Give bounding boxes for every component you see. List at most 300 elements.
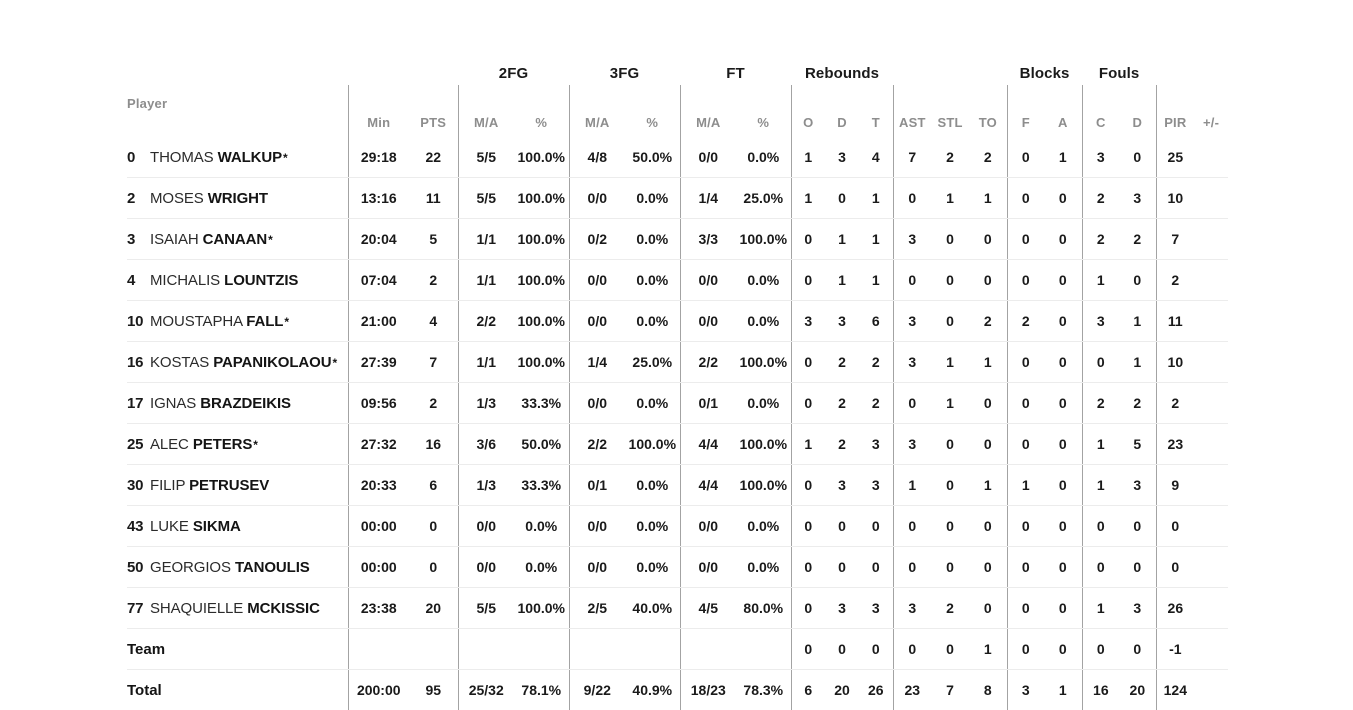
stat-cell-foul-d: 3 [1119, 588, 1156, 629]
stat-cell-pts: 6 [409, 465, 458, 506]
stat-cell-reb-o: 1 [791, 178, 825, 219]
col-header-plusminus: +/- [1194, 85, 1228, 137]
stat-cell-reb-t: 3 [859, 465, 893, 506]
box-score-body [127, 137, 1228, 710]
stat-cell-reb-d: 0 [825, 178, 859, 219]
stat-cell-fg2-pct: 0.0% [514, 506, 569, 547]
stat-cell-ft-ma: 18/23 [680, 670, 736, 710]
stat-cell-pts: 95 [409, 670, 458, 710]
col-header-foul-d: D [1119, 85, 1156, 137]
stat-cell-fg2-pct: 50.0% [514, 424, 569, 465]
stat-cell-foul-c: 2 [1082, 383, 1119, 424]
stat-cell-foul-d: 3 [1119, 465, 1156, 506]
col-header-pir: PIR [1156, 85, 1194, 137]
stat-cell-reb-o: 0 [791, 342, 825, 383]
stat-cell-pts: 22 [409, 137, 458, 178]
player-number: 43 [127, 518, 150, 535]
col-header-ast: AST [893, 85, 931, 137]
player-last-name: FALL [246, 313, 283, 330]
stat-cell-reb-o: 1 [791, 424, 825, 465]
stat-cell-reb-o: 0 [791, 506, 825, 547]
stat-cell-ft-ma: 3/3 [680, 219, 736, 260]
player-last-name: PETERS [193, 436, 252, 453]
stat-cell-pir: 0 [1156, 547, 1194, 588]
stat-cell-fg3-pct: 0.0% [625, 465, 680, 506]
stat-cell-blk-f: 0 [1007, 547, 1044, 588]
stat-cell-blk-f: 0 [1007, 342, 1044, 383]
stat-cell-reb-o: 0 [791, 260, 825, 301]
stat-cell-reb-t: 6 [859, 301, 893, 342]
stat-cell-fg3-pct: 40.9% [625, 670, 680, 710]
stat-cell-fg2-ma: 1/3 [458, 383, 514, 424]
player-number: 50 [127, 559, 150, 576]
stat-cell-fg3-pct: 40.0% [625, 588, 680, 629]
stat-cell-reb-o: 0 [791, 219, 825, 260]
stat-cell-to: 0 [969, 383, 1007, 424]
stat-cell-pir: -1 [1156, 629, 1194, 670]
player-cell [127, 588, 348, 629]
stat-cell-ft-pct: 0.0% [736, 137, 791, 178]
stat-cell-fg2-pct: 100.0% [514, 342, 569, 383]
col-header-2fg-ma: M/A [458, 85, 514, 137]
stat-cell-fg3-ma: 0/2 [569, 219, 625, 260]
player-last-name: PETRUSEV [189, 477, 269, 494]
stat-cell-reb-t: 1 [859, 178, 893, 219]
stat-cell-blk-f: 0 [1007, 506, 1044, 547]
player-last-name: WALKUP [218, 149, 282, 166]
stat-cell-fg2-ma: 0/0 [458, 506, 514, 547]
stat-cell-reb-d: 2 [825, 383, 859, 424]
group-header-ft: FT [680, 55, 791, 85]
stat-cell-ast: 3 [893, 301, 931, 342]
stat-cell-reb-o: 0 [791, 547, 825, 588]
stat-cell-ft-pct: 100.0% [736, 219, 791, 260]
stat-cell-min: 23:38 [348, 588, 409, 629]
stat-cell-ft-ma: 4/5 [680, 588, 736, 629]
stat-cell-fg3-pct: 0.0% [625, 506, 680, 547]
stat-cell-fg2-pct: 100.0% [514, 260, 569, 301]
group-header-2fg: 2FG [458, 55, 569, 85]
stat-cell-ft-pct: 100.0% [736, 424, 791, 465]
stat-cell-plusminus [1194, 629, 1228, 670]
stat-cell-fg2-pct: 100.0% [514, 178, 569, 219]
player-number: 0 [127, 149, 150, 166]
stat-cell-ast: 3 [893, 342, 931, 383]
col-header-blk-f: F [1007, 85, 1044, 137]
stat-cell-stl: 0 [931, 260, 969, 301]
stat-cell-foul-c: 2 [1082, 219, 1119, 260]
stat-cell-ft-ma: 4/4 [680, 465, 736, 506]
player-number: 10 [127, 313, 150, 330]
stat-cell-reb-d: 1 [825, 219, 859, 260]
stat-cell-ft-ma: 4/4 [680, 424, 736, 465]
stat-cell-fg3-ma: 2/5 [569, 588, 625, 629]
group-header-blocks: Blocks [1007, 55, 1082, 85]
stat-cell-pts: 20 [409, 588, 458, 629]
stat-cell-reb-t: 2 [859, 383, 893, 424]
stat-cell-to: 1 [969, 629, 1007, 670]
stat-cell-fg2-ma: 5/5 [458, 588, 514, 629]
stat-cell-min: 29:18 [348, 137, 409, 178]
stat-cell-fg2-pct [514, 629, 569, 670]
stat-cell-pts: 4 [409, 301, 458, 342]
group-spacer [1156, 55, 1228, 85]
stat-cell-fg2-ma: 1/3 [458, 465, 514, 506]
stat-cell-reb-d: 2 [825, 342, 859, 383]
stat-cell-to: 0 [969, 424, 1007, 465]
player-cell [127, 670, 348, 710]
player-first-name: SHAQUIELLE [150, 600, 247, 617]
box-score-table [127, 55, 1228, 710]
stat-cell-fg3-pct: 0.0% [625, 547, 680, 588]
player-cell [127, 137, 348, 178]
stat-cell-to: 2 [969, 301, 1007, 342]
stat-cell-reb-d: 3 [825, 588, 859, 629]
stat-cell-to: 0 [969, 588, 1007, 629]
stat-cell-reb-t: 0 [859, 506, 893, 547]
stat-cell-foul-c: 1 [1082, 260, 1119, 301]
stat-cell-reb-t: 0 [859, 629, 893, 670]
stat-cell-reb-d: 3 [825, 301, 859, 342]
stat-cell-pts: 5 [409, 219, 458, 260]
player-row [127, 506, 1228, 547]
stat-cell-blk-f: 0 [1007, 260, 1044, 301]
stat-cell-fg2-pct: 100.0% [514, 301, 569, 342]
player-last-name: SIKMA [193, 518, 241, 535]
stat-cell-fg3-ma: 0/0 [569, 506, 625, 547]
stat-cell-ast: 7 [893, 137, 931, 178]
stat-cell-to: 2 [969, 137, 1007, 178]
stat-cell-reb-t: 26 [859, 670, 893, 710]
stat-cell-blk-a: 0 [1044, 383, 1082, 424]
stat-cell-pir: 124 [1156, 670, 1194, 710]
stat-cell-foul-c: 1 [1082, 588, 1119, 629]
player-row [127, 137, 1228, 178]
stat-cell-plusminus [1194, 260, 1228, 301]
player-last-name: WRIGHT [208, 190, 268, 207]
stat-cell-ft-ma: 1/4 [680, 178, 736, 219]
total-row [127, 670, 1228, 710]
stat-cell-fg3-pct: 25.0% [625, 342, 680, 383]
group-header-fouls: Fouls [1082, 55, 1156, 85]
stat-cell-fg3-ma: 2/2 [569, 424, 625, 465]
team-row [127, 629, 1228, 670]
stat-cell-stl: 0 [931, 301, 969, 342]
stat-cell-foul-c: 1 [1082, 465, 1119, 506]
stat-cell-foul-d: 2 [1119, 219, 1156, 260]
stat-cell-pir: 0 [1156, 506, 1194, 547]
stat-cell-reb-t: 1 [859, 219, 893, 260]
player-cell [127, 301, 348, 342]
group-spacer [893, 55, 1007, 85]
stat-cell-foul-d: 0 [1119, 506, 1156, 547]
stat-cell-fg3-pct: 50.0% [625, 137, 680, 178]
player-row [127, 219, 1228, 260]
stat-cell-fg3-ma: 1/4 [569, 342, 625, 383]
player-number: 16 [127, 354, 150, 371]
stat-cell-ft-ma: 0/0 [680, 547, 736, 588]
stat-cell-to: 0 [969, 506, 1007, 547]
stat-cell-foul-c: 1 [1082, 424, 1119, 465]
starter-mark: * [283, 151, 288, 165]
stat-cell-blk-f: 0 [1007, 588, 1044, 629]
stat-cell-blk-a: 0 [1044, 465, 1082, 506]
player-cell [127, 342, 348, 383]
stat-cell-foul-c: 2 [1082, 178, 1119, 219]
stat-cell-pir: 7 [1156, 219, 1194, 260]
col-header-blk-a: A [1044, 85, 1082, 137]
player-first-name: MOUSTAPHA [150, 313, 246, 330]
stat-cell-min: 07:04 [348, 260, 409, 301]
player-row [127, 547, 1228, 588]
stat-cell-blk-f: 0 [1007, 383, 1044, 424]
player-row [127, 424, 1228, 465]
stat-cell-pir: 2 [1156, 260, 1194, 301]
stat-cell-fg3-ma: 0/1 [569, 465, 625, 506]
stat-cell-min [348, 629, 409, 670]
stat-cell-fg3-ma: 0/0 [569, 178, 625, 219]
stat-cell-reb-o: 0 [791, 383, 825, 424]
stat-cell-blk-a: 1 [1044, 137, 1082, 178]
stat-cell-plusminus [1194, 506, 1228, 547]
stat-cell-fg2-pct: 33.3% [514, 383, 569, 424]
player-first-name: MICHALIS [150, 272, 224, 289]
stat-cell-fg3-pct: 0.0% [625, 260, 680, 301]
stat-cell-blk-f: 0 [1007, 178, 1044, 219]
starter-mark: * [284, 315, 289, 329]
stat-cell-blk-f: 0 [1007, 137, 1044, 178]
stat-cell-ft-pct: 100.0% [736, 342, 791, 383]
stat-cell-blk-f: 0 [1007, 219, 1044, 260]
stat-cell-blk-f: 1 [1007, 465, 1044, 506]
stat-cell-stl: 0 [931, 465, 969, 506]
stat-cell-ft-pct: 25.0% [736, 178, 791, 219]
stat-cell-ft-pct: 78.3% [736, 670, 791, 710]
starter-mark: * [332, 356, 337, 370]
stat-cell-fg2-pct: 78.1% [514, 670, 569, 710]
stat-cell-plusminus [1194, 301, 1228, 342]
player-number: 17 [127, 395, 150, 412]
stat-cell-ft-pct [736, 629, 791, 670]
stat-cell-pts: 2 [409, 260, 458, 301]
stat-cell-ft-ma: 0/1 [680, 383, 736, 424]
stat-cell-pir: 11 [1156, 301, 1194, 342]
stat-cell-stl: 2 [931, 137, 969, 178]
col-header-ft-ma: M/A [680, 85, 736, 137]
stat-cell-foul-d: 1 [1119, 301, 1156, 342]
stat-cell-fg2-pct: 100.0% [514, 219, 569, 260]
stat-cell-ft-pct: 0.0% [736, 547, 791, 588]
player-row [127, 260, 1228, 301]
col-header-min: Min [348, 85, 409, 137]
stat-cell-fg2-pct: 33.3% [514, 465, 569, 506]
player-number: 25 [127, 436, 150, 453]
stat-cell-fg3-ma: 0/0 [569, 260, 625, 301]
stat-cell-fg2-pct: 100.0% [514, 588, 569, 629]
column-header-row [127, 85, 1228, 137]
stat-cell-foul-c: 16 [1082, 670, 1119, 710]
stat-cell-ft-pct: 80.0% [736, 588, 791, 629]
stat-cell-blk-a: 0 [1044, 588, 1082, 629]
stat-cell-ft-pct: 100.0% [736, 465, 791, 506]
stat-cell-min: 09:56 [348, 383, 409, 424]
stat-cell-reb-o: 3 [791, 301, 825, 342]
player-first-name: THOMAS [150, 149, 218, 166]
player-last-name: MCKISSIC [247, 600, 320, 617]
player-row [127, 383, 1228, 424]
stat-cell-fg2-pct: 100.0% [514, 137, 569, 178]
stat-cell-ft-pct: 0.0% [736, 301, 791, 342]
stat-cell-fg3-pct: 0.0% [625, 301, 680, 342]
stat-cell-plusminus [1194, 670, 1228, 710]
stat-cell-to: 0 [969, 260, 1007, 301]
stat-cell-stl: 0 [931, 629, 969, 670]
stat-cell-foul-d: 0 [1119, 137, 1156, 178]
stat-cell-fg2-ma: 0/0 [458, 547, 514, 588]
stat-cell-fg2-ma: 5/5 [458, 178, 514, 219]
stat-cell-reb-d: 3 [825, 465, 859, 506]
player-cell [127, 547, 348, 588]
stat-cell-blk-a: 0 [1044, 219, 1082, 260]
stat-cell-ast: 3 [893, 588, 931, 629]
col-header-3fg-ma: M/A [569, 85, 625, 137]
stat-cell-pts: 0 [409, 547, 458, 588]
player-first-name: ISAIAH [150, 231, 203, 248]
player-cell [127, 629, 348, 670]
stat-cell-plusminus [1194, 424, 1228, 465]
stat-cell-blk-a: 0 [1044, 301, 1082, 342]
col-header-stl: STL [931, 85, 969, 137]
stat-cell-reb-o: 0 [791, 629, 825, 670]
stat-cell-fg3-pct: 100.0% [625, 424, 680, 465]
stat-cell-pir: 23 [1156, 424, 1194, 465]
stat-cell-plusminus [1194, 547, 1228, 588]
stat-cell-blk-a: 0 [1044, 424, 1082, 465]
stat-cell-stl: 1 [931, 342, 969, 383]
stat-cell-plusminus [1194, 465, 1228, 506]
stat-cell-pts: 2 [409, 383, 458, 424]
stat-cell-foul-c: 3 [1082, 137, 1119, 178]
player-number: 30 [127, 477, 150, 494]
stat-cell-ft-ma: 2/2 [680, 342, 736, 383]
col-header-player: Player [127, 85, 348, 137]
player-first-name: MOSES [150, 190, 208, 207]
stat-cell-blk-a: 1 [1044, 670, 1082, 710]
stat-cell-min: 200:00 [348, 670, 409, 710]
stat-cell-pts: 7 [409, 342, 458, 383]
player-last-name: CANAAN [203, 231, 267, 248]
stat-cell-reb-d: 0 [825, 506, 859, 547]
stat-cell-blk-f: 2 [1007, 301, 1044, 342]
stat-cell-ast: 0 [893, 260, 931, 301]
stat-cell-stl: 1 [931, 383, 969, 424]
stat-cell-fg2-ma: 1/1 [458, 219, 514, 260]
stat-cell-reb-o: 0 [791, 588, 825, 629]
stat-cell-to: 1 [969, 342, 1007, 383]
player-cell [127, 465, 348, 506]
group-header-row [127, 55, 1228, 85]
col-header-pts: PTS [409, 85, 458, 137]
stat-cell-ast: 1 [893, 465, 931, 506]
stat-cell-ft-ma: 0/0 [680, 506, 736, 547]
stat-cell-pir: 9 [1156, 465, 1194, 506]
stat-cell-plusminus [1194, 178, 1228, 219]
col-header-to: TO [969, 85, 1007, 137]
stat-cell-reb-d: 1 [825, 260, 859, 301]
stat-cell-plusminus [1194, 137, 1228, 178]
stat-cell-fg2-ma [458, 629, 514, 670]
stat-cell-ast: 0 [893, 629, 931, 670]
stat-cell-pts: 11 [409, 178, 458, 219]
stat-cell-ft-pct: 0.0% [736, 260, 791, 301]
stat-cell-reb-o: 0 [791, 465, 825, 506]
stat-cell-blk-a: 0 [1044, 342, 1082, 383]
stat-cell-min: 27:32 [348, 424, 409, 465]
stat-cell-foul-c: 0 [1082, 629, 1119, 670]
stat-cell-pts [409, 629, 458, 670]
stat-cell-blk-f: 0 [1007, 424, 1044, 465]
col-header-reb-t: T [859, 85, 893, 137]
col-header-reb-o: O [791, 85, 825, 137]
col-header-reb-d: D [825, 85, 859, 137]
stat-cell-reb-d: 0 [825, 547, 859, 588]
stat-cell-min: 00:00 [348, 547, 409, 588]
stat-cell-blk-a: 0 [1044, 629, 1082, 670]
stat-cell-blk-a: 0 [1044, 547, 1082, 588]
player-cell [127, 219, 348, 260]
player-last-name: PAPANIKOLAOU [213, 354, 331, 371]
player-last-name: TANOULIS [235, 559, 310, 576]
stat-cell-ast: 3 [893, 424, 931, 465]
stat-cell-foul-d: 20 [1119, 670, 1156, 710]
stat-cell-plusminus [1194, 342, 1228, 383]
col-header-ft-pct: % [736, 85, 791, 137]
stat-cell-pts: 16 [409, 424, 458, 465]
stat-cell-min: 20:33 [348, 465, 409, 506]
stat-cell-foul-d: 0 [1119, 260, 1156, 301]
stat-cell-blk-a: 0 [1044, 506, 1082, 547]
stat-cell-plusminus [1194, 588, 1228, 629]
stat-cell-fg3-ma: 0/0 [569, 547, 625, 588]
stat-cell-reb-t: 2 [859, 342, 893, 383]
stat-cell-fg3-ma: 0/0 [569, 383, 625, 424]
group-header-rebounds: Rebounds [791, 55, 893, 85]
stat-cell-stl: 7 [931, 670, 969, 710]
player-row [127, 588, 1228, 629]
stat-cell-pir: 25 [1156, 137, 1194, 178]
stat-cell-fg3-pct: 0.0% [625, 219, 680, 260]
stat-cell-reb-t: 3 [859, 588, 893, 629]
row-label: Team [127, 641, 165, 658]
stat-cell-min: 20:04 [348, 219, 409, 260]
player-cell [127, 383, 348, 424]
stat-cell-fg3-ma: 9/22 [569, 670, 625, 710]
player-number: 4 [127, 272, 150, 289]
player-cell [127, 260, 348, 301]
player-number: 77 [127, 600, 150, 617]
stat-cell-plusminus [1194, 219, 1228, 260]
stat-cell-foul-d: 3 [1119, 178, 1156, 219]
player-row [127, 301, 1228, 342]
starter-mark: * [253, 438, 258, 452]
player-cell [127, 178, 348, 219]
stat-cell-fg3-ma: 0/0 [569, 301, 625, 342]
stat-cell-min: 27:39 [348, 342, 409, 383]
stat-cell-reb-d: 3 [825, 137, 859, 178]
stat-cell-min: 13:16 [348, 178, 409, 219]
player-first-name: KOSTAS [150, 354, 213, 371]
starter-mark: * [268, 233, 273, 247]
